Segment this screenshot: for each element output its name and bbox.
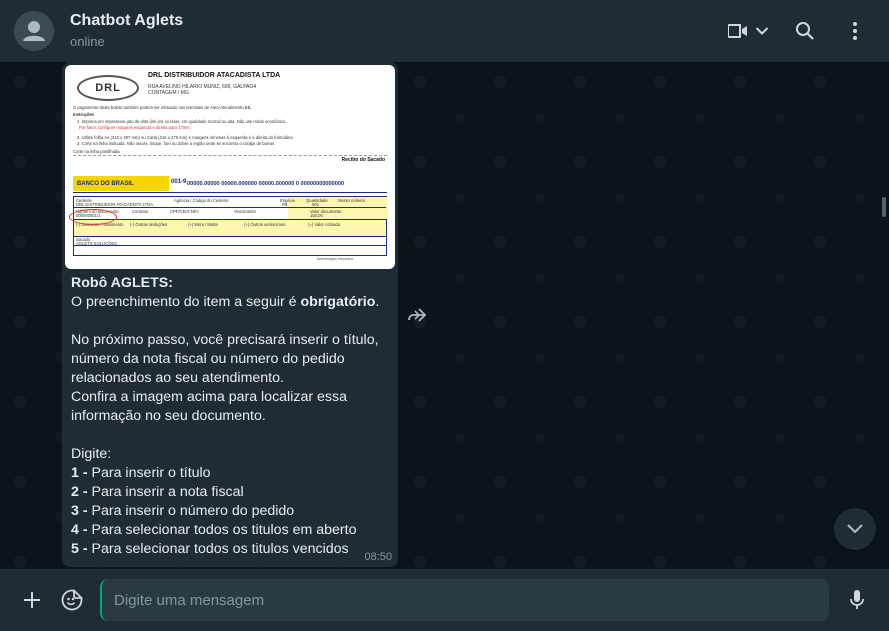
field-outros-acrescimos-label: (+) Outros acréscimos: [244, 222, 286, 227]
message-line: [71, 293, 391, 312]
address-line-1: RUA AVELINO HILARIO MUNIZ, 699, GALPAO4: [148, 84, 257, 90]
logo-text: DRL: [95, 82, 121, 94]
option-line: [71, 521, 391, 540]
message-time: 08:50: [364, 551, 392, 563]
message-image[interactable]: [65, 65, 395, 269]
message-line: Digite:: [71, 446, 112, 462]
boleto-company: DRL DISTRIBUIDOR ATACADISTA LTDA: [148, 72, 281, 79]
field-vencimento-label: Vencimento: [234, 209, 256, 214]
field-valor-cobrado-label: (=) Valor cobrado: [308, 222, 341, 227]
field-quantidade-label: Quantidade: [306, 198, 328, 203]
boleto-address: [148, 84, 256, 96]
message-line-text: O preenchimento do item a seguir é: [71, 294, 301, 310]
option-key: 3 -: [71, 503, 88, 519]
grid-line: [74, 236, 386, 237]
grid-line: [74, 207, 386, 208]
header-actions: [723, 11, 875, 51]
message-line-text: .: [375, 294, 380, 310]
sticker-icon: [61, 589, 83, 611]
boleto-note: O pagamento deste boleto também poderá ser efetuado nos terminais de Auto-Atendimento BB.: [73, 105, 252, 110]
option-line: [71, 464, 391, 483]
highlight-circle: [69, 209, 117, 225]
boleto-autenticacao: Autenticação mecânica: [316, 257, 353, 261]
field-num-doc-label: Número do documento: [76, 209, 119, 214]
field-valor-doc-label: Valor documento: [310, 209, 342, 214]
sticker-button[interactable]: [52, 580, 92, 620]
avatar[interactable]: [14, 11, 54, 51]
field-agencia-label: Agência / Código do Cedente: [174, 198, 229, 203]
scroll-down-button[interactable]: [834, 508, 876, 550]
message-line: informação no seu documento.: [71, 408, 266, 424]
boleto-instructions-title: Instruções: [73, 112, 95, 117]
option-line: [71, 540, 391, 559]
bank-name: BANCO DO BRASIL: [77, 180, 134, 187]
field-contrato-label: Contrato: [132, 209, 149, 214]
option-text: Para selecionar todos os titulos vencidos: [87, 541, 349, 557]
option-key: 4 -: [71, 522, 88, 538]
microphone-icon: [849, 589, 865, 611]
chevron-down-icon: [846, 523, 864, 535]
field-mora-label: (+) Mora / Multa: [188, 222, 218, 227]
option-text: Para inserir o título: [87, 465, 211, 481]
boleto-cut-line: Corte na linha pontilhada: [73, 149, 120, 154]
voice-button[interactable]: [837, 580, 877, 620]
boleto-instruction-red: Por favor, configure margens esquerda e direita para 17mm.: [79, 125, 191, 130]
message-line: relacionados ao seu atendimento.: [71, 370, 284, 386]
attach-button[interactable]: [12, 580, 52, 620]
message-line: número da nota fiscal ou número do pedido: [71, 351, 345, 367]
message-composer: [0, 569, 889, 631]
option-key: 1 -: [71, 465, 88, 481]
field-cedente-value: DRL DISTRIBUIDOR ATACADISTA LTDA: [76, 202, 154, 207]
drl-logo: [77, 75, 139, 101]
menu-button[interactable]: [835, 11, 875, 51]
message-line: No próximo passo, você precisará inserir o título,: [71, 332, 379, 348]
bank-logo-bar: [73, 176, 169, 191]
option-text: Para inserir a nota fiscal: [87, 484, 244, 500]
chat-header: [0, 0, 889, 62]
field-num-doc-value: 000000001/1: [76, 213, 101, 218]
video-call-button[interactable]: [723, 11, 773, 51]
contact-info[interactable]: [70, 11, 183, 51]
field-outras-deducoes-label: (-) Outras deduções: [130, 222, 168, 227]
field-cedente-label: Cedente: [76, 198, 92, 203]
message-bold-text: obrigatório: [300, 294, 376, 310]
boleto-recibo: Recibo do Sacado: [341, 157, 385, 163]
cut-line-divider: [73, 155, 387, 156]
scrollbar-thumb[interactable]: [882, 197, 886, 217]
message-sender: Robô AGLETS:: [71, 275, 173, 291]
field-valor-doc-value: 150,00: [310, 213, 323, 218]
field-especie-label: Espécie: [280, 198, 295, 203]
message-line: Confira a imagem acima para localizar essa: [71, 389, 347, 405]
digitable-line: 00000.00000 00000.000000 00000.000000 0 00000000000000: [187, 181, 345, 187]
field-sacado-label: Sacado: [76, 237, 91, 242]
boleto-instruction-3: 3. Corte na linha indicada. Não rasure, risque, fure ou dobre a região onde se encontra o código de barras: [77, 141, 275, 146]
plus-icon: [23, 591, 41, 609]
contact-name: Chatbot Aglets: [70, 12, 184, 29]
search-icon: [795, 21, 815, 41]
boleto-divider: [73, 192, 387, 193]
option-text: Para selecionar todos os titulos em aberto: [87, 522, 357, 538]
address-line-2: CONTAGEM / MG: [148, 90, 189, 96]
forward-icon: [407, 307, 427, 323]
option-key: 5 -: [71, 541, 88, 557]
forward-button[interactable]: [402, 300, 432, 330]
field-cpf-label: CPF/CEI/CNPJ: [170, 209, 199, 214]
message-bubble[interactable]: [62, 62, 398, 569]
message-text: [71, 274, 391, 559]
contact-status: online: [70, 34, 105, 49]
default-user-icon: [14, 11, 54, 51]
option-line: [71, 483, 391, 502]
boleto-fields-grid: [73, 196, 387, 256]
chat-area[interactable]: [0, 62, 889, 569]
grid-line: [74, 219, 386, 220]
option-key: 2 -: [71, 484, 88, 500]
field-nosso-numero-label: Nosso número: [338, 198, 366, 203]
search-button[interactable]: [785, 11, 825, 51]
boleto-instruction-2: 2. Utilize folha A4 (210 x 297 mm) ou Carta (216 x 279 mm) e margens mínimas à esquerda e à direita do formulário.: [77, 135, 294, 140]
field-especie-value: R$: [282, 202, 288, 207]
field-sacado-value: AGLETS SOLUÇÕES: [76, 241, 117, 246]
bank-code: 001-9: [171, 179, 187, 185]
grid-line: [74, 245, 386, 246]
option-line: [71, 502, 391, 521]
chevron-down-icon: [755, 26, 769, 36]
option-text: Para inserir o número do pedido: [87, 503, 295, 519]
boleto-image: [65, 65, 395, 269]
video-call-icon: [727, 22, 749, 40]
boleto-instruction-1: 1. Imprima em impressora jato de tinta (ink jet) ou laser, em qualidade normal ou alta. Não use modo econômico.: [77, 119, 287, 124]
field-desconto-label: (-) Desconto / Abatimento: [76, 222, 124, 227]
field-quantidade-value: 001: [312, 202, 319, 207]
menu-icon: [852, 21, 858, 41]
message-input[interactable]: [100, 579, 829, 621]
